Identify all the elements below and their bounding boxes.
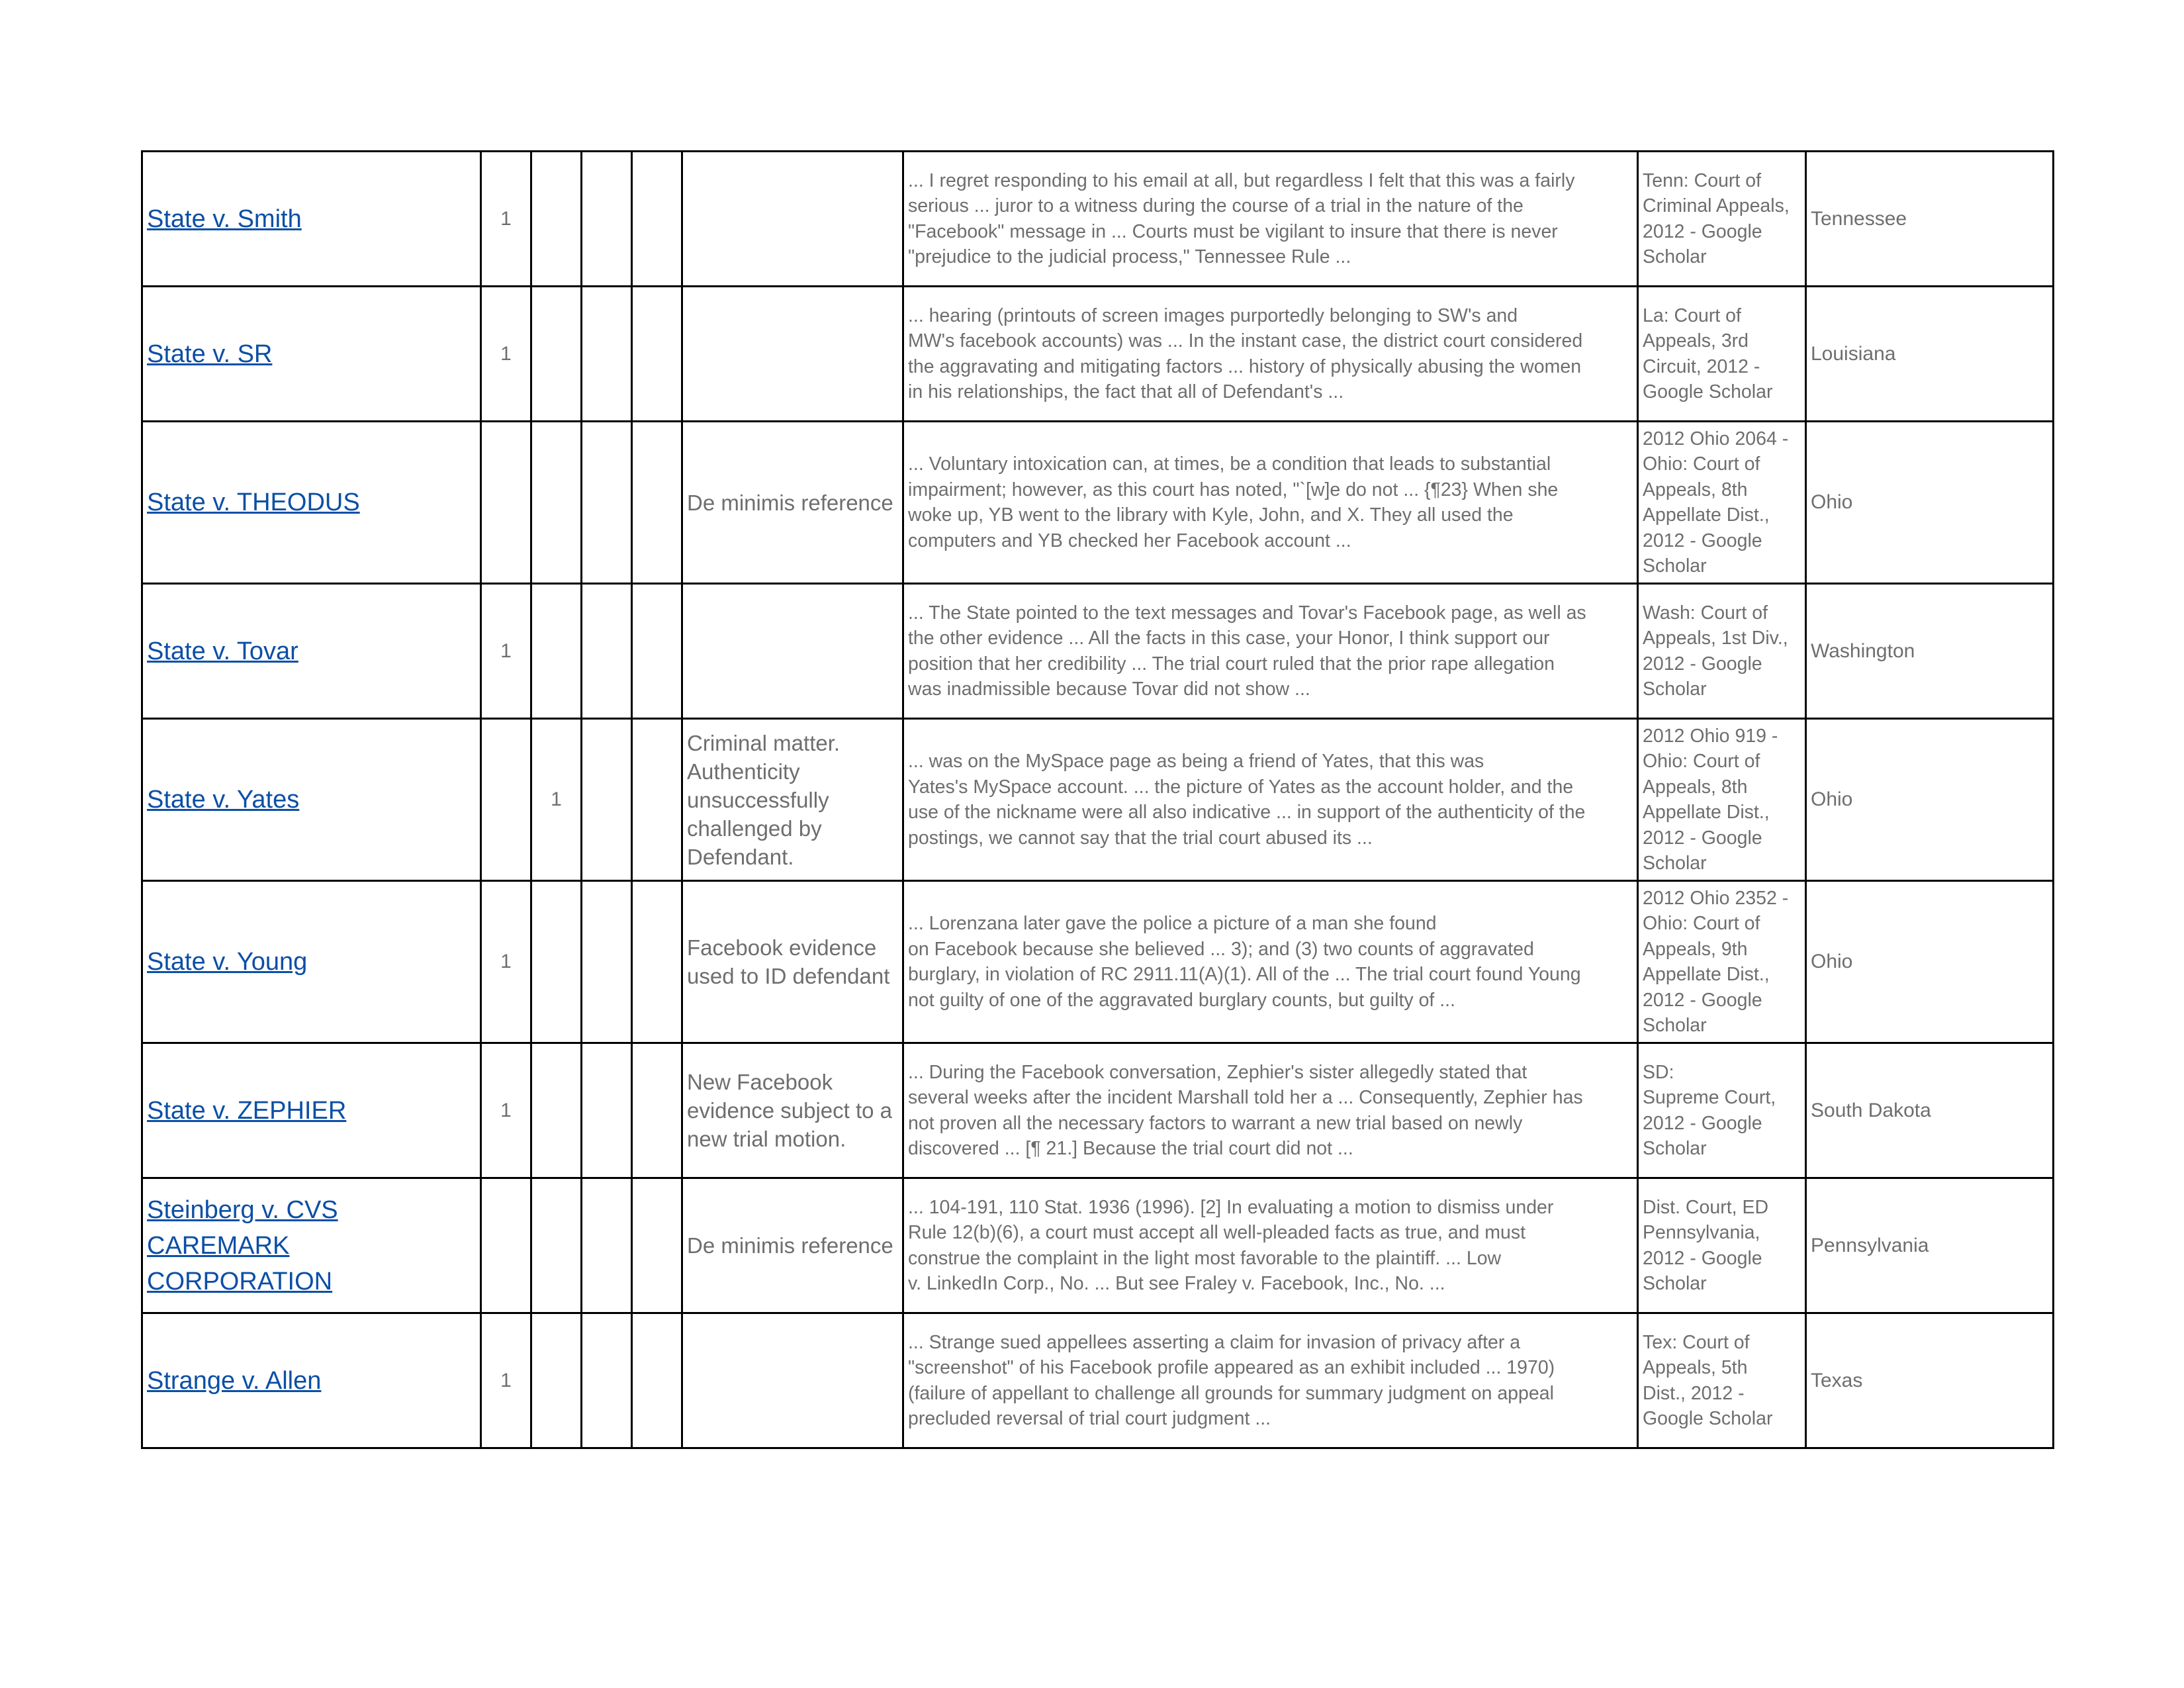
state-cell: Ohio — [1806, 881, 2054, 1043]
count-cell — [531, 584, 582, 719]
note-cell: Criminal matter. Authenticity unsuccessfully challenged by Defendant. — [682, 719, 903, 881]
count-cell: 1 — [481, 1043, 531, 1178]
count-cell: 1 — [481, 881, 531, 1043]
state-cell: Texas — [1806, 1313, 2054, 1448]
count-cell — [632, 1313, 682, 1448]
snippet-cell: ... During the Facebook conversation, Zephier's sister allegedly stated that several weeks after the incident Marshall told her a ... Consequently, Zephier has not proven all the necessary factors to warrant a new trial based on newly discovered ... [¶ 21.] Because the trial court did not ... — [903, 1043, 1638, 1178]
count-cell — [582, 1313, 632, 1448]
state-cell: Pennsylvania — [1806, 1178, 2054, 1313]
count-cell — [531, 287, 582, 422]
count-cell — [531, 881, 582, 1043]
count-cell: 1 — [481, 584, 531, 719]
snippet-cell: ... Lorenzana later gave the police a picture of a man she found on Facebook because she believed ... 3); and (3) two counts of aggravated burglary, in violation of RC 2911.11(A)(1). All of the ... The trial court found Young not guilty of one of the aggravated burglary counts, but guilty of ... — [903, 881, 1638, 1043]
count-cell — [582, 1043, 632, 1178]
table-row — [142, 584, 2054, 719]
case-table — [141, 150, 2054, 1449]
count-cell — [632, 881, 682, 1043]
snippet-cell: ... Voluntary intoxication can, at times, be a condition that leads to substantial impairment; however, as this court has noted, "`[w]e do not ... {¶23} When she woke up, YB went to the library with Kyle, John, and X. They all used the computers and YB checked her Facebook account ... — [903, 422, 1638, 584]
case-link[interactable]: State v. Young — [147, 948, 308, 976]
count-cell — [632, 422, 682, 584]
source-cell: Tex: Court of Appeals, 5th Dist., 2012 - Google Scholar — [1638, 1313, 1806, 1448]
case-link[interactable]: Steinberg v. CVS CAREMARK CORPORATION — [147, 1196, 338, 1295]
case-link[interactable]: State v. Tovar — [147, 637, 298, 665]
count-cell: 1 — [531, 719, 582, 881]
count-cell — [632, 584, 682, 719]
source-cell: 2012 Ohio 2064 - Ohio: Court of Appeals, 8th Appellate Dist., 2012 - Google Scholar — [1638, 422, 1806, 584]
count-cell — [582, 584, 632, 719]
case-link[interactable]: State v. Yates — [147, 786, 300, 814]
state-cell: South Dakota — [1806, 1043, 2054, 1178]
note-cell: Facebook evidence used to ID defendant — [682, 881, 903, 1043]
snippet-cell: ... Strange sued appellees asserting a claim for invasion of privacy after a "screenshot" of his Facebook profile appeared as an exhibit included ... 1970) (failure of appellant to challenge all grounds for summary judgment on appeal precluded reversal of trial court judgment ... — [903, 1313, 1638, 1448]
source-cell: Wash: Court of Appeals, 1st Div., 2012 - Google Scholar — [1638, 584, 1806, 719]
count-cell — [632, 1043, 682, 1178]
count-cell — [531, 422, 582, 584]
case-link[interactable]: State v. SR — [147, 340, 273, 368]
snippet-cell: ... 104-191, 110 Stat. 1936 (1996). [2] In evaluating a motion to dismiss under Rule 12(b)(6), a court must accept all well-pleaded facts as true, and must construe the complaint in the light most favorable to the plaintiff. ... Low v. LinkedIn Corp., No. ... But see Fraley v. Facebook, Inc., No. ... — [903, 1178, 1638, 1313]
state-cell: Ohio — [1806, 422, 2054, 584]
case-link[interactable]: State v. ZEPHIER — [147, 1096, 347, 1125]
count-cell — [632, 152, 682, 287]
table-row — [142, 881, 2054, 1043]
count-cell — [632, 287, 682, 422]
note-cell — [682, 584, 903, 719]
snippet-cell: ... I regret responding to his email at all, but regardless I felt that this was a fairly serious ... juror to a witness during the course of a trial in the nature of the "Facebook" message in ... Courts must be vigilant to insure that there is never "prejudice to the judicial process," Tennessee Rule ... — [903, 152, 1638, 287]
count-cell — [531, 152, 582, 287]
count-cell — [582, 1178, 632, 1313]
case-link[interactable]: State v. THEODUS — [147, 489, 360, 516]
source-cell: 2012 Ohio 919 - Ohio: Court of Appeals, 8th Appellate Dist., 2012 - Google Scholar — [1638, 719, 1806, 881]
table-row — [142, 287, 2054, 422]
count-cell — [632, 719, 682, 881]
state-cell: Louisiana — [1806, 287, 2054, 422]
count-cell — [531, 1313, 582, 1448]
note-cell: New Facebook evidence subject to a new trial motion. — [682, 1043, 903, 1178]
source-cell: Tenn: Court of Criminal Appeals, 2012 - Google Scholar — [1638, 152, 1806, 287]
state-cell: Ohio — [1806, 719, 2054, 881]
note-cell: De minimis reference — [682, 422, 903, 584]
note-cell — [682, 152, 903, 287]
snippet-cell: ... The State pointed to the text messages and Tovar's Facebook page, as well as the other evidence ... All the facts in this case, your Honor, I think support our position that her credibility ... The trial court ruled that the prior rape allegation was inadmissible because Tovar did not show ... — [903, 584, 1638, 719]
table-row — [142, 1178, 2054, 1313]
note-cell — [682, 1313, 903, 1448]
snippet-cell: ... was on the MySpace page as being a friend of Yates, that this was Yates's MySpace account. ... the picture of Yates as the account holder, and the use of the nickname were all also indicative ... in support of the authenticity of the postings, we cannot say that the trial court abused its ... — [903, 719, 1638, 881]
count-cell — [582, 152, 632, 287]
table-row — [142, 1043, 2054, 1178]
state-cell: Washington — [1806, 584, 2054, 719]
count-cell — [582, 287, 632, 422]
count-cell: 1 — [481, 1313, 531, 1448]
source-cell: 2012 Ohio 2352 - Ohio: Court of Appeals, 9th Appellate Dist., 2012 - Google Scholar — [1638, 881, 1806, 1043]
count-cell — [531, 1178, 582, 1313]
count-cell — [582, 719, 632, 881]
table-row — [142, 719, 2054, 881]
snippet-cell: ... hearing (printouts of screen images purportedly belonging to SW's and MW's facebook accounts) was ... In the instant case, the district court considered the aggravating and mitigating factors ... history of physically abusing the women in his relationships, the fact that all of Defendant's ... — [903, 287, 1638, 422]
count-cell — [481, 422, 531, 584]
count-cell: 1 — [481, 152, 531, 287]
table-row — [142, 1313, 2054, 1448]
note-cell: De minimis reference — [682, 1178, 903, 1313]
count-cell — [582, 881, 632, 1043]
count-cell — [481, 1178, 531, 1313]
count-cell — [481, 719, 531, 881]
case-link[interactable]: Strange v. Allen — [147, 1366, 322, 1395]
case-link[interactable]: State v. Smith — [147, 205, 302, 233]
count-cell — [632, 1178, 682, 1313]
source-cell: Dist. Court, ED Pennsylvania, 2012 - Google Scholar — [1638, 1178, 1806, 1313]
source-cell: La: Court of Appeals, 3rd Circuit, 2012 - Google Scholar — [1638, 287, 1806, 422]
count-cell: 1 — [481, 287, 531, 422]
state-cell: Tennessee — [1806, 152, 2054, 287]
count-cell — [531, 1043, 582, 1178]
table-row — [142, 152, 2054, 287]
count-cell — [582, 422, 632, 584]
source-cell: SD: Supreme Court, 2012 - Google Scholar — [1638, 1043, 1806, 1178]
table-row — [142, 422, 2054, 584]
note-cell — [682, 287, 903, 422]
